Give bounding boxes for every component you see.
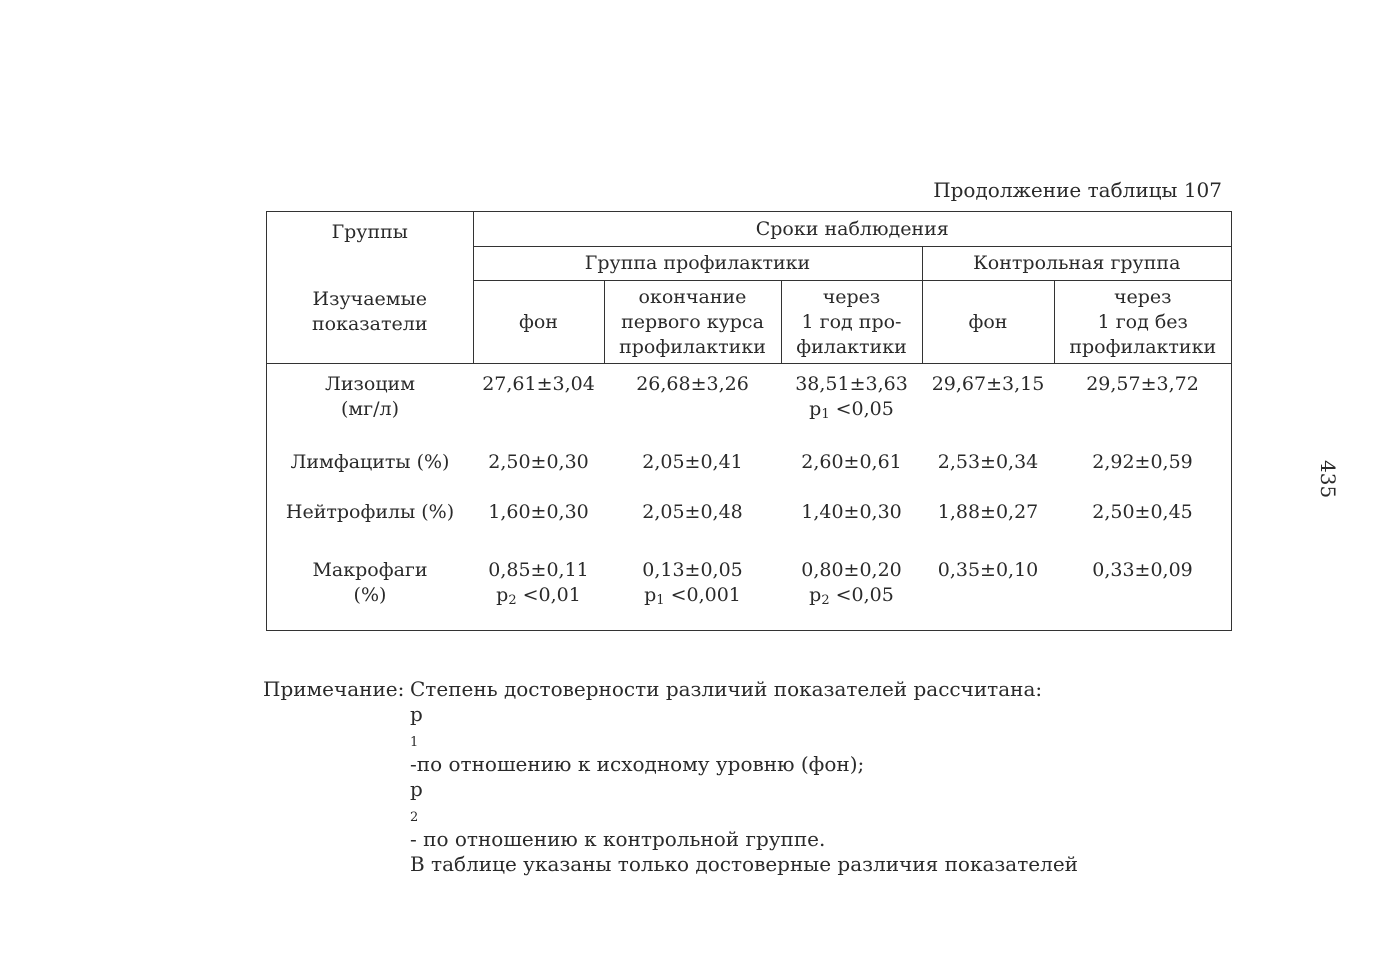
col-header-after-year-proph: через 1 год про- филактики [781, 281, 922, 364]
row-indicator-neutrophils: Нейтрофилы (%) [285, 501, 455, 523]
data-table [266, 211, 1232, 631]
p-value: p1 <0,001 [644, 584, 741, 608]
col-header-after-year-no-proph: через 1 год без профилактики [1054, 281, 1231, 364]
cell-value: 1,60±0,30 [488, 501, 589, 523]
note-line: Степень достоверности различий показателей рассчитана: [410, 677, 1043, 701]
header-corner-cell [267, 212, 473, 364]
table-row [267, 450, 1231, 500]
table-caption: Продолжение таблицы 107 [933, 178, 1222, 202]
cell-value: 2,92±0,59 [1092, 451, 1193, 473]
p-value: p2 <0,05 [809, 584, 894, 608]
note-line: p 2 - по отношению к контрольной группе. [410, 777, 826, 851]
col-header-background-control: фон [922, 281, 1054, 364]
col-header-background-proph: фон [473, 281, 604, 364]
control-group-header: Контрольная группа [922, 247, 1231, 281]
p-value: p2 <0,01 [496, 584, 581, 608]
indicators-label: Изучаемые показатели [312, 288, 428, 335]
table-row [267, 364, 1231, 451]
col-header-end-first-course: окончание первого курса профилактики [604, 281, 781, 364]
page-number: 435 [1316, 460, 1340, 499]
row-indicator-macrophages: Макрофаги (%) [312, 559, 428, 606]
cell-value: 2,50±0,30 [488, 451, 589, 473]
p-value: p1 <0,05 [809, 398, 894, 422]
table-grid [267, 212, 1231, 638]
cell-value: 0,13±0,05 p1 <0,001 [604, 558, 781, 638]
cell-value: 29,57±3,72 [1086, 373, 1199, 395]
note-line: В таблице указаны только достоверные различия показателей [410, 852, 1078, 876]
cell-value: 2,50±0,45 [1092, 501, 1193, 523]
note-body [410, 677, 1078, 877]
cell-value: 29,67±3,15 [931, 373, 1045, 395]
prophylaxis-group-header: Группа профилактики [473, 247, 922, 281]
observation-periods-header: Сроки наблюдения [473, 212, 1231, 247]
note-label: Примечание: [263, 677, 405, 701]
cell-value: 2,60±0,61 [801, 451, 902, 473]
table-row [267, 500, 1231, 558]
cell-value: 0,80±0,20 p2 <0,05 [781, 558, 922, 638]
cell-value: 0,35±0,10 [937, 559, 1039, 581]
row-indicator-lymphocytes: Лимфациты (%) [290, 451, 450, 473]
row-indicator-lysozyme: Лизоцим (мг/л) [325, 373, 415, 420]
cell-value: 2,05±0,48 [642, 501, 743, 523]
cell-value: 0,85±0,11 p2 <0,01 [473, 558, 604, 638]
cell-value: 1,88±0,27 [937, 501, 1039, 523]
cell-value: 2,53±0,34 [937, 451, 1039, 473]
cell-value: 0,33±0,09 [1092, 559, 1193, 581]
cell-value: 38,51±3,63 p1 <0,05 [781, 364, 922, 451]
table-row [267, 558, 1231, 638]
cell-value: 2,05±0,41 [642, 451, 743, 473]
groups-label: Группы [331, 221, 408, 243]
note-line: p 1 -по отношению к исходному уровню (фон); [410, 702, 865, 776]
cell-value: 1,40±0,30 [801, 501, 902, 523]
cell-value: 27,61±3,04 [482, 373, 595, 395]
cell-value: 26,68±3,26 [636, 373, 749, 395]
